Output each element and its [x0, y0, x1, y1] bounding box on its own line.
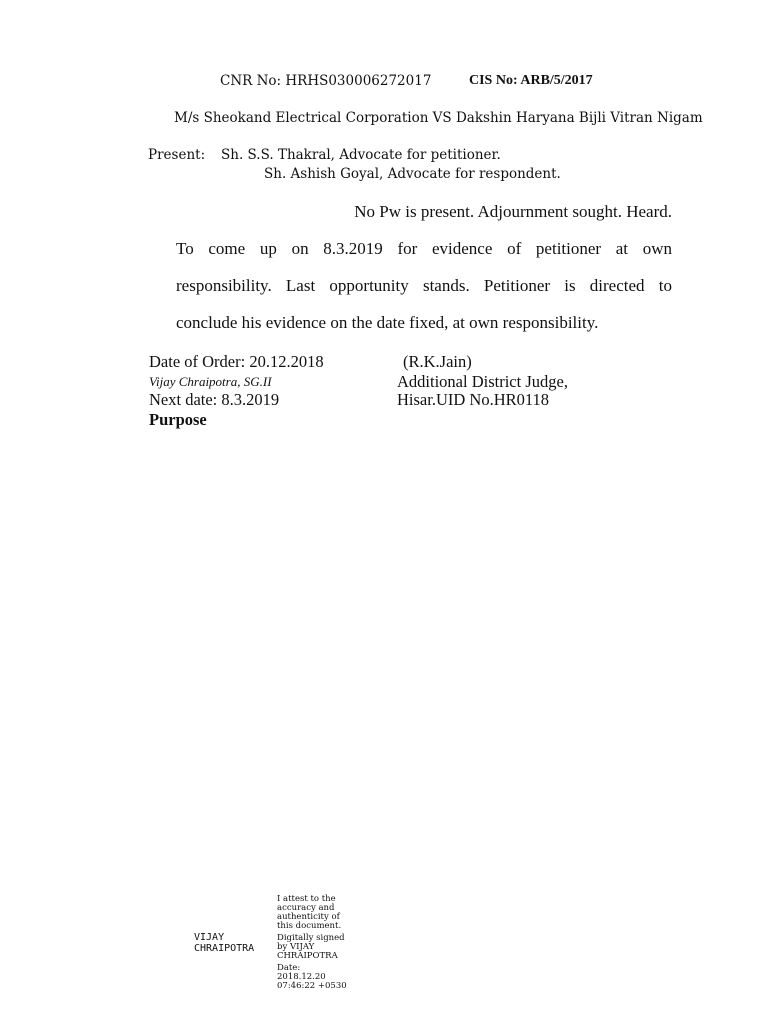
- signed-line: by VIJAY: [277, 942, 315, 952]
- cnr-number: CNR No: HRHS030006272017: [220, 73, 432, 89]
- attest-line: accuracy and: [277, 903, 335, 913]
- attest-line: I attest to the: [277, 894, 336, 904]
- judge-designation: Additional District Judge,: [397, 372, 568, 391]
- signed-line: Digitally signed: [277, 933, 345, 943]
- order-line: No Pw is present. Adjournment sought. Heard.: [354, 202, 672, 221]
- signer-name-line: CHRAIPOTRA: [194, 943, 255, 954]
- attest-line: authenticity of: [277, 912, 340, 922]
- next-date: Next date: 8.3.2019: [149, 390, 280, 409]
- reader-name: Vijay Chraipotra, SG.II: [149, 374, 272, 389]
- digital-signer-name: [194, 932, 254, 954]
- purpose-label: Purpose: [149, 410, 207, 429]
- present-label: Present:: [148, 147, 206, 163]
- cis-number: CIS No: ARB/5/2017: [469, 73, 593, 88]
- attest-line: this document.: [277, 921, 342, 931]
- order-line: responsibility. Last opportunity stands. Petitioner is directed to: [176, 276, 672, 295]
- case-title: M/s Sheokand Electrical Corporation VS Dakshin Haryana Bijli Vitran Nigam: [174, 110, 703, 126]
- signature-date-line: 07:46:22 +0530: [277, 981, 347, 991]
- signer-name-line: VIJAY: [194, 932, 225, 943]
- order-line: To come up on 8.3.2019 for evidence of petitioner at own: [176, 239, 672, 258]
- order-line: conclude his evidence on the date fixed, at own responsibility.: [176, 313, 599, 332]
- signature-date-line: 2018.12.20: [277, 972, 326, 982]
- petitioner-counsel: Sh. S.S. Thakral, Advocate for petitioner.: [221, 147, 501, 163]
- signature-date-line: Date:: [277, 963, 301, 973]
- judge-name: (R.K.Jain): [403, 352, 472, 371]
- judge-station-uid: Hisar.UID No.HR0118: [397, 390, 550, 409]
- signed-line: CHRAIPOTRA: [277, 951, 338, 961]
- digital-signature-block: [277, 895, 357, 991]
- respondent-counsel: Sh. Ashish Goyal, Advocate for respondent.: [264, 166, 561, 182]
- date-of-order: Date of Order: 20.12.2018: [149, 352, 324, 371]
- order-text: [176, 193, 672, 341]
